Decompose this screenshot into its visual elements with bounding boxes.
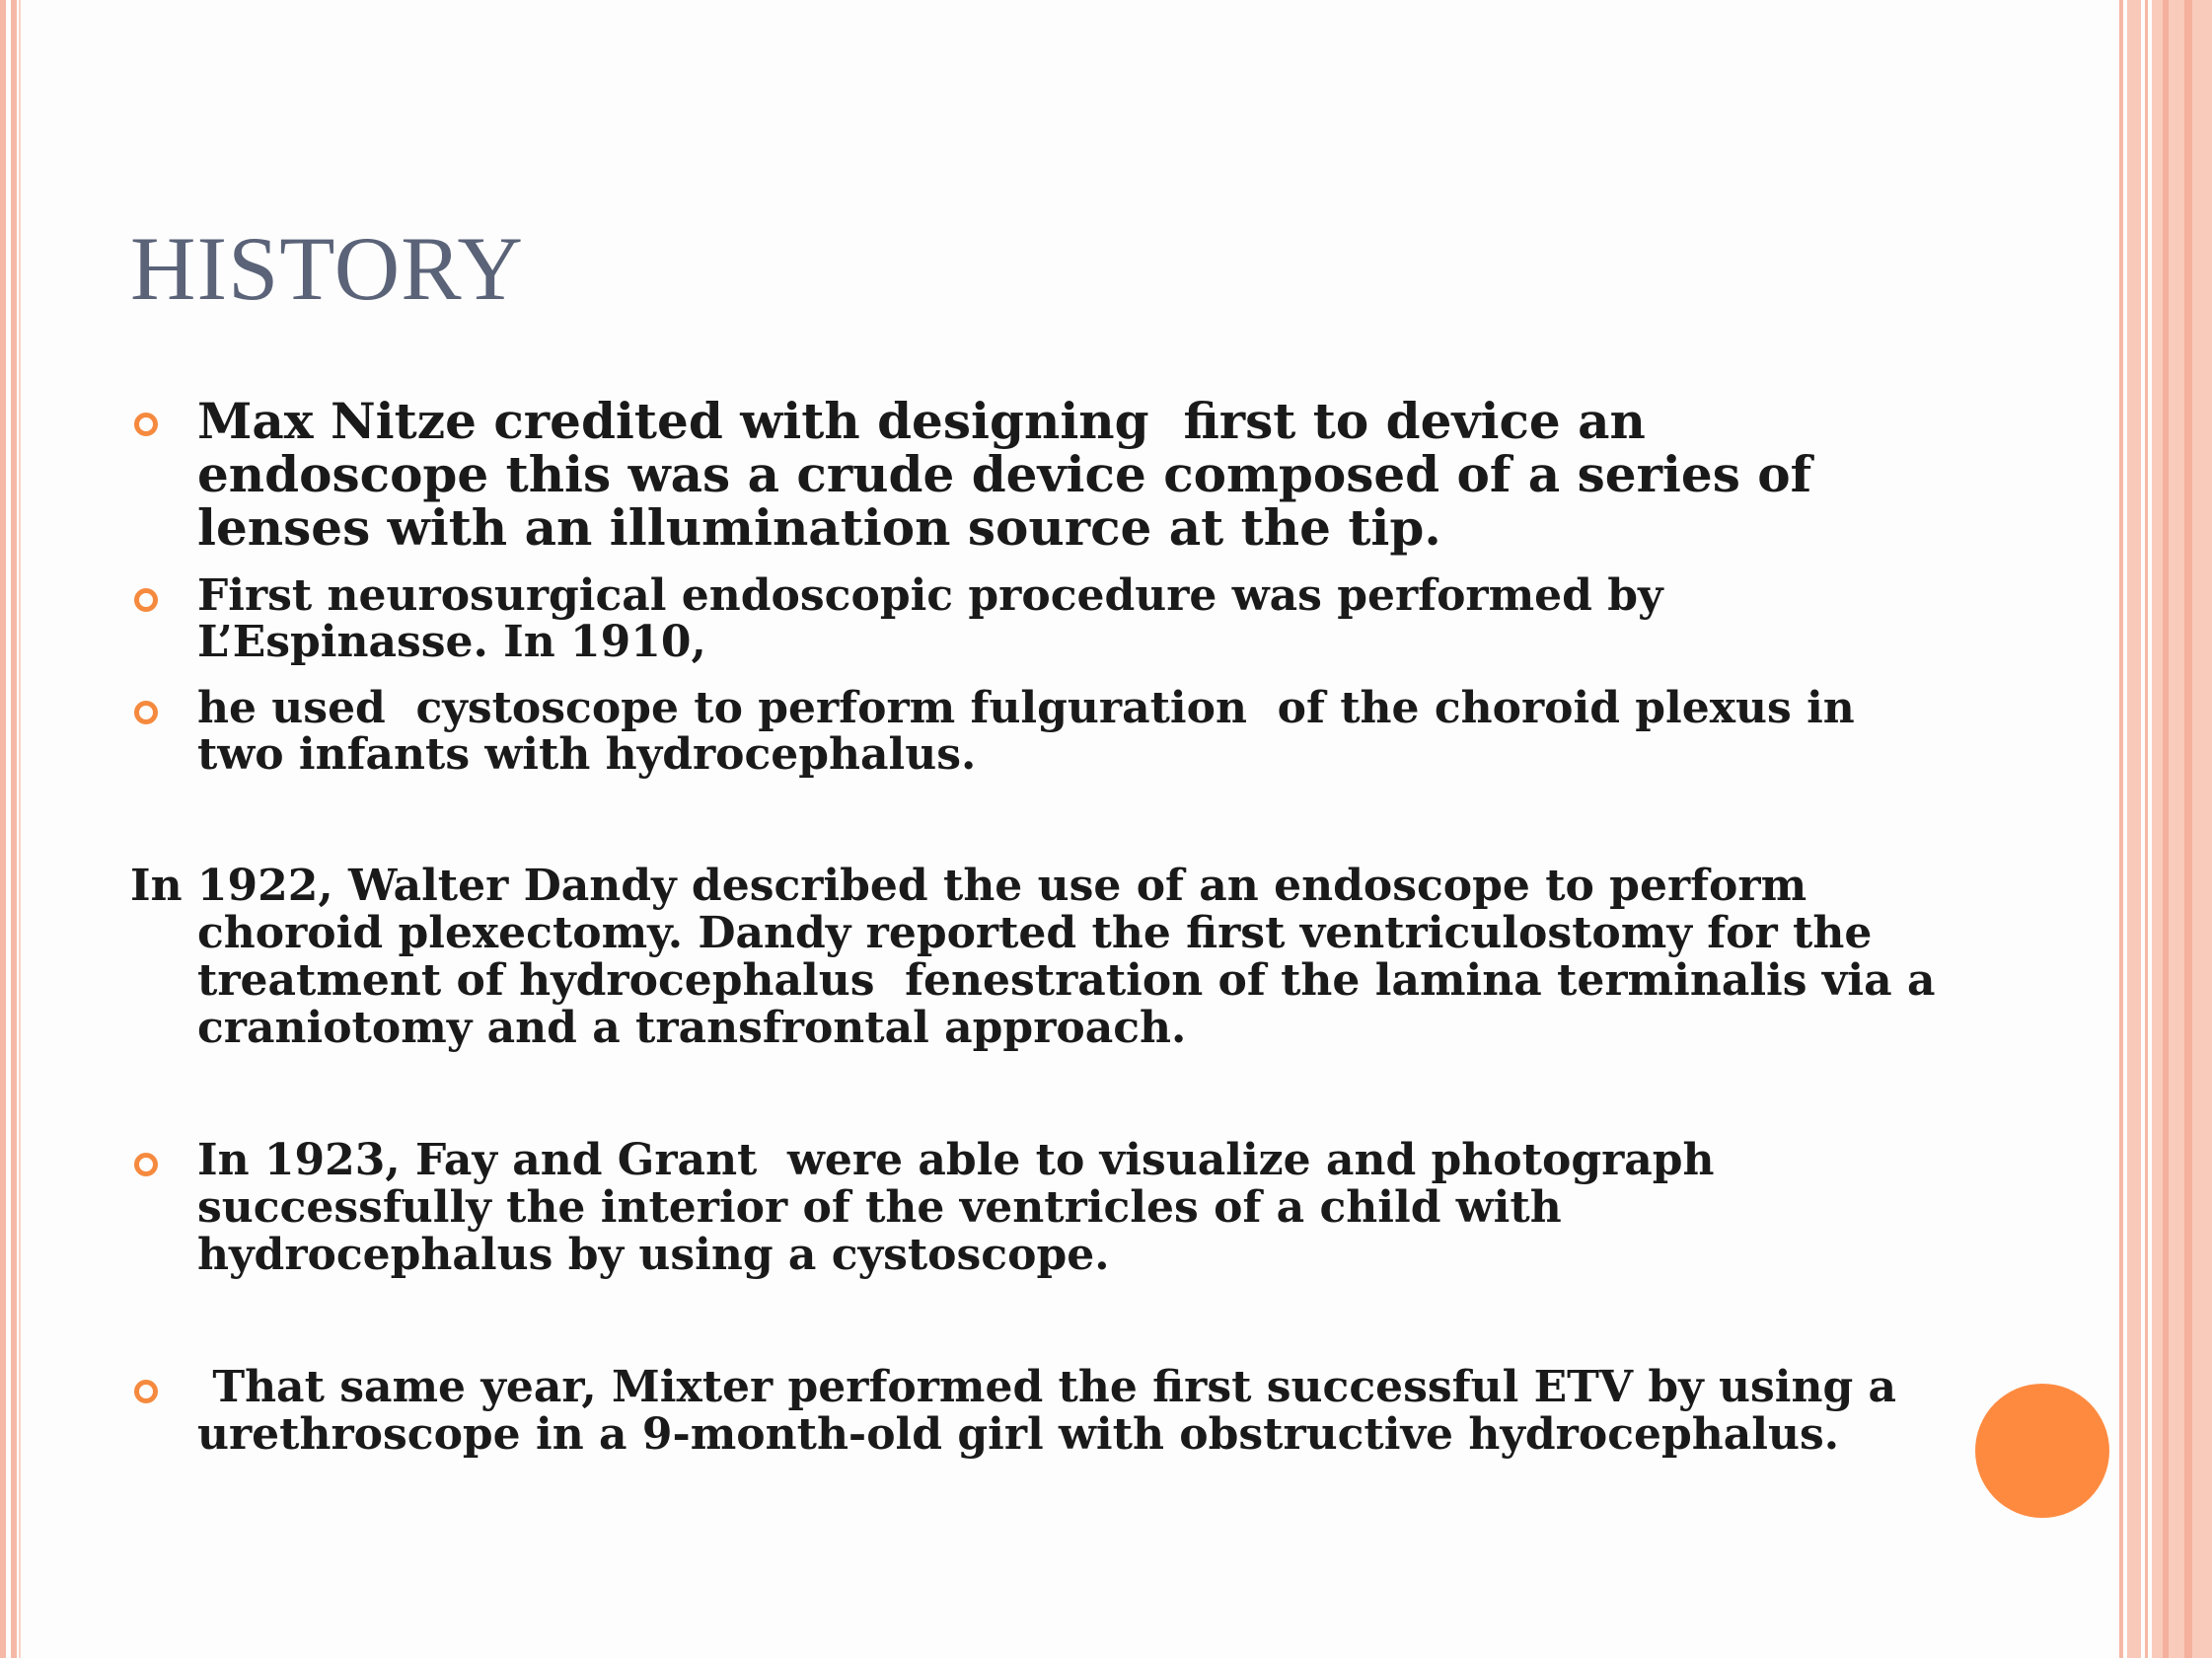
bullet-item <box>130 572 1906 665</box>
right-border-stripe <box>2152 0 2212 1658</box>
bullet-text: In 1923, Fay and Grant were able to visualize and photograph successfully the interior of the ventricles of a child with hydrocephalus by using a cystoscope. <box>197 1135 1730 1280</box>
decorative-circle <box>1975 1384 2109 1518</box>
right-border-stripe <box>2184 0 2192 1658</box>
circle-bullet-icon <box>134 1380 158 1403</box>
right-border-stripe <box>2127 0 2141 1658</box>
bullet-item <box>130 392 1906 557</box>
bullet-item <box>130 1362 1912 1460</box>
circle-bullet-icon <box>134 588 158 612</box>
slide-title: HISTORY <box>130 218 524 319</box>
bullet-text: he used cystoscope to perform fulguration of the choroid plexus in two infants with hydrocephalus. <box>197 683 1871 780</box>
bullet-text: First neurosurgical endoscopic procedure was performed by L’Espinasse. In 1910, <box>197 570 1678 667</box>
circle-bullet-icon <box>134 701 158 724</box>
right-border-stripe <box>2145 0 2148 1658</box>
bullet-item <box>130 685 1906 778</box>
left-border-stripe <box>0 0 6 1658</box>
circle-bullet-icon <box>134 413 158 436</box>
circle-bullet-icon <box>134 1153 158 1176</box>
left-border-stripe <box>11 0 17 1658</box>
left-border-stripe <box>19 0 21 1658</box>
right-border-stripe <box>2119 0 2123 1658</box>
bullet-text: Max Nitze credited with designing first to device an endoscope this was a crude device composed of a series of lenses with an illumination source at the tip. <box>197 392 1829 557</box>
right-border-stripe <box>2163 0 2169 1658</box>
bullet-text: That same year, Mixter performed the first successful ETV by using a urethroscope in a 9-month-old girl with obstructive hydrocephalus. <box>197 1362 1912 1460</box>
body-paragraph: In 1922, Walter Dandy described the use of an endoscope to perform choroid plexectomy. Dandy reported the first ventriculostomy for the treatment of hydrocephalus fenestration of the lamina terminalis via a craniotomy and a transfrontal approach. <box>130 861 1951 1053</box>
bullet-item <box>130 1137 1906 1279</box>
